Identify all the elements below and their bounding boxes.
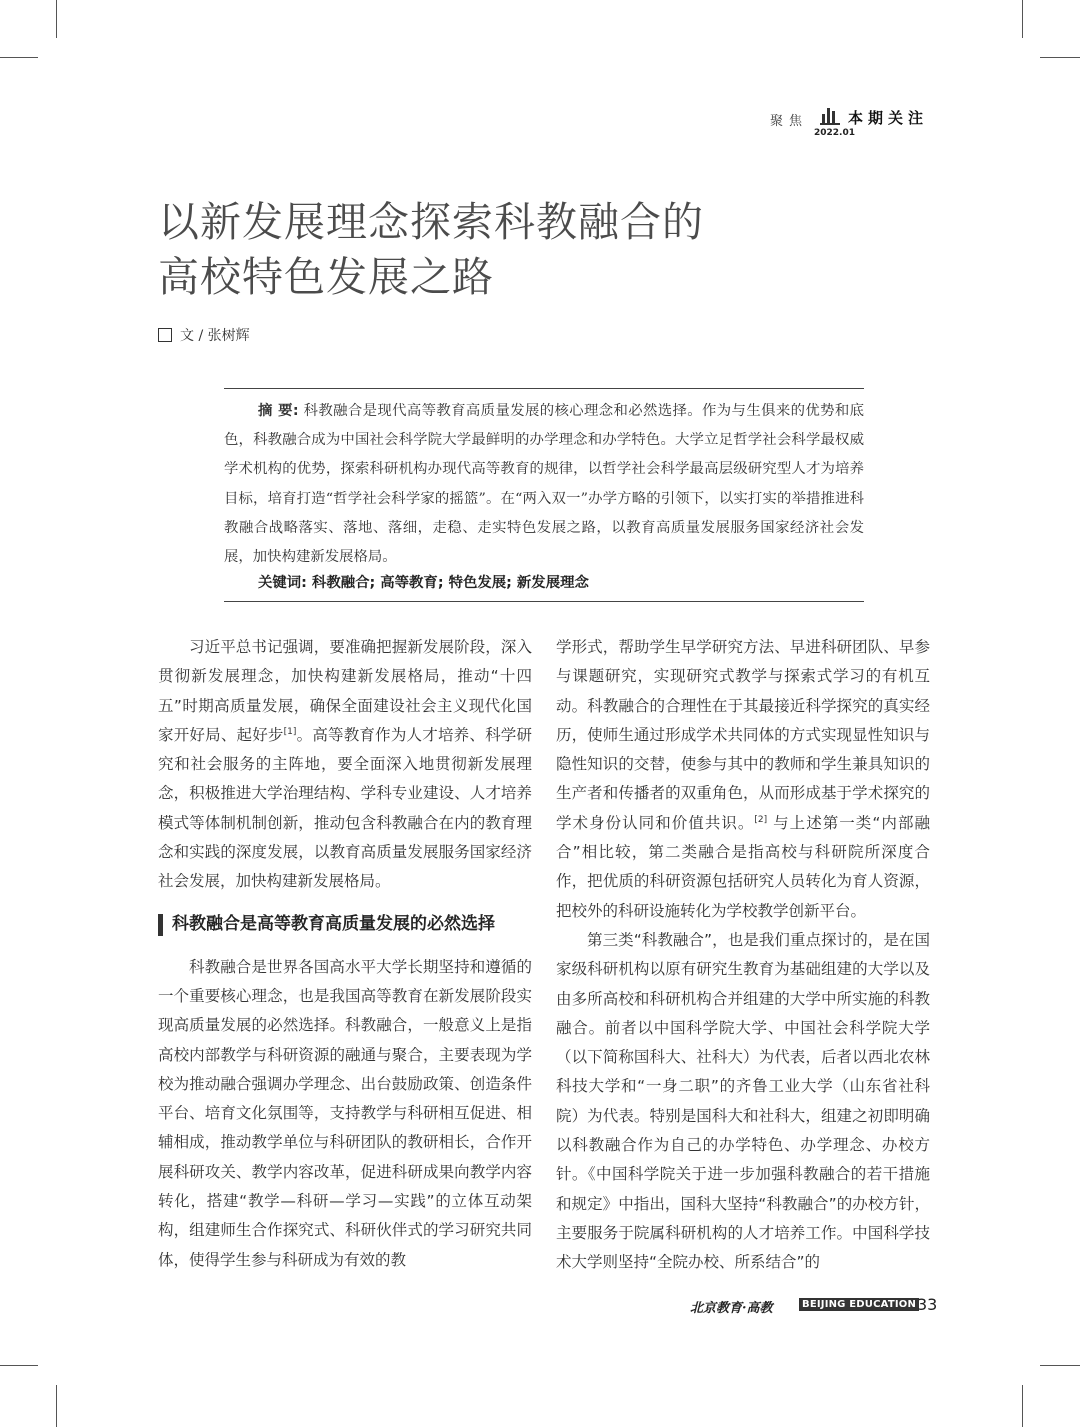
section-label: 聚焦 [770,114,809,129]
citation: [2] [754,814,768,825]
author: 文 / 张树辉 [180,328,250,344]
paragraph: 科教融合是世界各国高水平大学长期坚持和遵循的一个重要核心理念，也是我国高等教育在新发展阶段实现高质量发展的必然选择。科教融合，一般意义上是指高校内部教学与科研资源的融通与聚合，主要表现为学校为推动融合强调办学理念、出台鼓励政策、创造条件平台、培育文化氛围等，支持教学与科研相互促进、相辅相成，推动教学单位与科研团队的教研相长，合作开展科研攻关、教学内容改革，促进科研成果向教学内容转化，搭建“教学—科研—学习—实践”的立体互动架构，组建师生合作探究式、科研伙伴式的学习研究共同体，使得学生参与科研成为有效的教 [158,957,532,1269]
crop-mark [1022,0,1023,38]
crop-mark [0,57,38,58]
crop-mark [1040,57,1080,58]
crop-mark [56,1385,57,1427]
crop-mark [0,1365,38,1366]
byline [158,325,250,345]
paragraph: 第三类“科教融合”，也是我们重点探讨的，是在国家级科研机构以原有研究生教育为基础组建的大学以及由多所高校和科研机构合并组建的大学中所实施的科教融合。前者以中国科学院大学、中国社会科学院大学（以下简称国科大、社科大）为代表，后者以西北农林科技大学和“一身二职”的齐鲁工业大学（山东省社科院）为代表。特别是国科大和社科大，组建之初即明确以科教融合作为自己的办学特色、办学理念、办校方针。《中国科学院关于进一步加强科教融合的若干措施和规定》中指出，国科大坚持“科教融合”的办校方针，主要服务于院属科研机构的人才培养工作。中国科学技术大学则坚持“全院办校、所系结合”的 [556,930,930,1272]
keywords: 关键词: 科教融合; 高等教育; 特色发展; 新发展理念 [258,575,589,591]
right-column [556,633,930,1278]
issue-number: 2022.01 [814,128,855,138]
square-icon [158,328,172,342]
page-number: 33 [917,1295,938,1314]
citation: [1] [283,726,297,737]
crop-mark [1040,1365,1080,1366]
crop-mark [1022,1385,1023,1427]
article-title [158,195,938,305]
left-column [158,633,532,1275]
abstract-label: 摘 要: [258,403,299,419]
title-line-1: 以新发展理念探索科教融合的 [158,198,704,246]
title-line-2: 高校特色发展之路 [158,253,494,301]
paragraph-text: 与上述第一类“内部融合”相比较，第二类融合是指高校与科研院所深度合作，把优质的科研资源包括研究人员转化为育人资源，把校外的科研设施转化为学校教学创新平台。 [556,813,930,920]
magazine-name: 北京教育·高教 [690,1301,773,1316]
page-footer [690,1295,940,1317]
paragraph-text: 学形式，帮助学生早学研究方法、早进科研团队、早参与课题研究，实现研究式教学与探索式学习的有机互动。科教融合的合理性在于其最接近科学探究的真实经历，使师生通过形成学术共同体的方式实现显性知识与隐性知识的交替，使参与其中的教师和学生兼具知识的生产者和传播者的双重角色，从而形成基于学术探究的学术身份认同和价值共识。 [556,638,930,832]
building-icon [820,105,840,125]
section-heading-text: 科教融合是高等教育高质量发展的必然选择 [172,914,495,935]
magazine-badge: BEIJING EDUCATION [799,1298,919,1311]
abstract-box [224,388,864,602]
paragraph [158,633,532,897]
abstract-body: 科教融合是现代高等教育高质量发展的核心理念和必然选择。作为与生俱来的优势和底色，科教融合成为中国社会科学院大学最鲜明的办学理念和办学特色。大学立足哲学社会科学最权威学术机构的优势，探索科研机构办现代高等教育的规律，以哲学社会科学最高层级研究型人才为培养目标，培育打造“哲学社会科学家的摇篮”。在“两入双一”办学方略的引领下，以实打实的举措推进科教融合战略落实、落地、落细，走稳、走实特色发展之路，以教育高质量发展服务国家经济社会发展，加快构建新发展格局。 [224,403,865,566]
section-heading [158,910,532,940]
crop-mark [56,0,57,38]
paragraph [556,633,930,926]
page-header [770,103,940,143]
heading-bar [158,914,163,936]
paragraph-text: 。高等教育作为人才培养、科学研究和社会服务的主阵地，要全面深入地贯彻新发展理念，积极推进大学治理结构、学科专业建设、人才培养模式等体制机制创新，推动包含科教融合在内的教育理念和实践的深度发展，以教育高质量发展服务国家经济社会发展，加快构建新发展格局。 [158,725,532,891]
column-label: 本期关注 [848,109,929,127]
abstract-text [224,397,864,572]
paragraph-text: 习近平总书记强调，要准确把握新发展阶段，深入贯彻新发展理念，加快构建新发展格局，推动“十四五”时期高质量发展，确保全面建设社会主义现代化国家开好局、起好步 [158,638,532,744]
